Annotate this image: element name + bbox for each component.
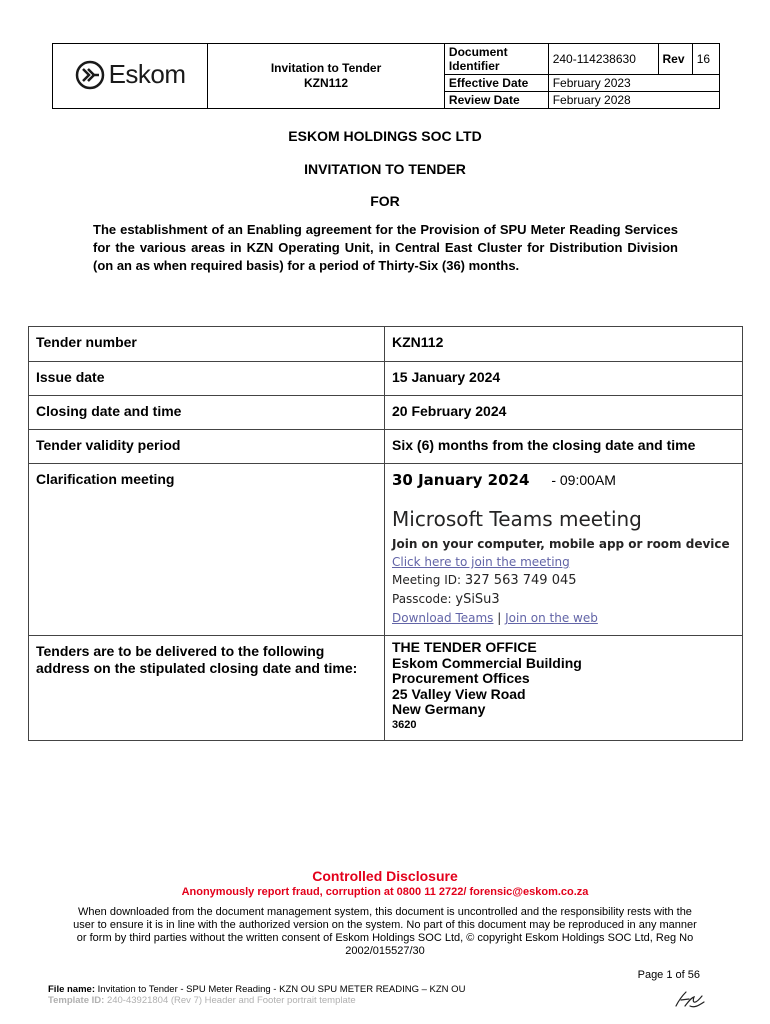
teams-meeting-title: Microsoft Teams meeting (392, 507, 642, 531)
closing-date-label: Closing date and time (29, 396, 385, 430)
eskom-emblem-icon (75, 60, 105, 90)
passcode-value: ySiSu3 (455, 592, 500, 607)
table-row (29, 362, 743, 396)
address-line-5: New Germany (392, 701, 486, 717)
address-postal-code: 3620 (392, 718, 417, 731)
address-line-2: Eskom Commercial Building (392, 654, 582, 671)
clarification-label: Clarification meeting (29, 464, 385, 636)
review-date-label: Review Date (444, 92, 548, 109)
issue-date-value: 15 January 2024 (385, 362, 743, 396)
for-heading: FOR (370, 193, 400, 209)
address-line-4: 25 Valley View Road (392, 685, 526, 702)
controlled-disclosure-title: Controlled Disclosure (312, 868, 458, 884)
delivery-address (385, 636, 743, 741)
delivery-label: Tenders are to be delivered to the following address on the stipulated closing date and time: (29, 636, 385, 741)
address-line-1: THE TENDER OFFICE (392, 639, 537, 655)
document-code: KZN112 (304, 76, 349, 90)
meeting-time: - 09:00AM (551, 472, 616, 488)
passcode (392, 592, 735, 607)
download-teams-link[interactable]: Download Teams (392, 611, 494, 625)
logo-cell (53, 44, 208, 109)
fraud-report-line: Anonymously report fraud, corruption at 0800 11 2722/ forensic@eskom.co.za (181, 886, 589, 898)
tender-details-table (28, 326, 743, 741)
tender-number-value: KZN112 (385, 327, 743, 362)
effective-date-label: Effective Date (444, 75, 548, 92)
effective-date-value: February 2023 (548, 75, 719, 92)
issue-date-label: Issue date (29, 362, 385, 396)
validity-label: Tender validity period (29, 430, 385, 464)
doc-identifier-value: 240-114238630 (548, 44, 658, 75)
template-id (48, 995, 356, 1006)
validity-value: Six (6) months from the closing date and time (385, 430, 743, 464)
passcode-label: Passcode: (392, 592, 452, 606)
logo-text: Eskom (108, 59, 186, 90)
doc-identifier-label: Document Identifier (444, 44, 548, 75)
clarification-details (385, 464, 743, 636)
template-id-value: 240-43921804 (Rev 7) Header and Footer portrait template (106, 995, 356, 1006)
document-header-table (52, 43, 720, 109)
address-line-3: Procurement Offices (392, 670, 530, 686)
closing-date-value: 20 February 2024 (385, 396, 743, 430)
file-name-value: Invitation to Tender - SPU Meter Reading - KZN OU SPU METER READING – KZN OU (97, 984, 466, 995)
itt-heading: INVITATION TO TENDER (304, 161, 466, 177)
file-name (48, 984, 465, 995)
file-name-label: File name: (48, 984, 95, 995)
teams-join-text: Join on your computer, mobile app or room device (392, 537, 730, 551)
teams-links (392, 611, 735, 625)
review-date-value: February 2028 (548, 92, 719, 109)
document-title-cell (208, 44, 445, 109)
table-row (29, 430, 743, 464)
meeting-id-label: Meeting ID: (392, 573, 462, 587)
table-row (29, 327, 743, 362)
link-separator: | (497, 611, 502, 625)
document-title: Invitation to Tender (270, 61, 382, 75)
rev-label: Rev (658, 44, 692, 75)
template-id-label: Template ID: (48, 995, 105, 1006)
join-meeting-link[interactable]: Click here to join the meeting (392, 555, 570, 569)
tender-description: The establishment of an Enabling agreement for the Provision of SPU Meter Reading Services for the various areas in KZN Operating Unit, in Central East Cluster for Distribution Division (on an as when required basis) for a period of Thirty-Six (36) months. (93, 222, 678, 273)
table-row (29, 464, 743, 636)
eskom-logo (75, 59, 186, 90)
disclosure-body: When downloaded from the document management system, this document is uncontrolled and the responsibility rests with the user to ensure it is in line with the authorized version on the system. No part of this document may be reproduced in any manner or form by third parties without the written consent of Eskom Holdings SOC Ltd, © copyright Eskom Holdings SOC Ltd, Reg No 2002/015527/30 (73, 906, 697, 957)
table-row (29, 396, 743, 430)
meeting-date: 30 January 2024 (392, 471, 530, 489)
table-row (29, 636, 743, 741)
initials-signature (672, 988, 706, 1014)
meeting-id-value: 327 563 749 045 (464, 573, 577, 588)
rev-value: 16 (692, 44, 719, 75)
page-number: Page 1 of 56 (637, 969, 700, 981)
join-on-web-link[interactable]: Join on the web (505, 611, 598, 625)
company-heading: ESKOM HOLDINGS SOC LTD (288, 128, 482, 144)
meeting-id (392, 573, 735, 588)
tender-number-label: Tender number (29, 327, 385, 362)
